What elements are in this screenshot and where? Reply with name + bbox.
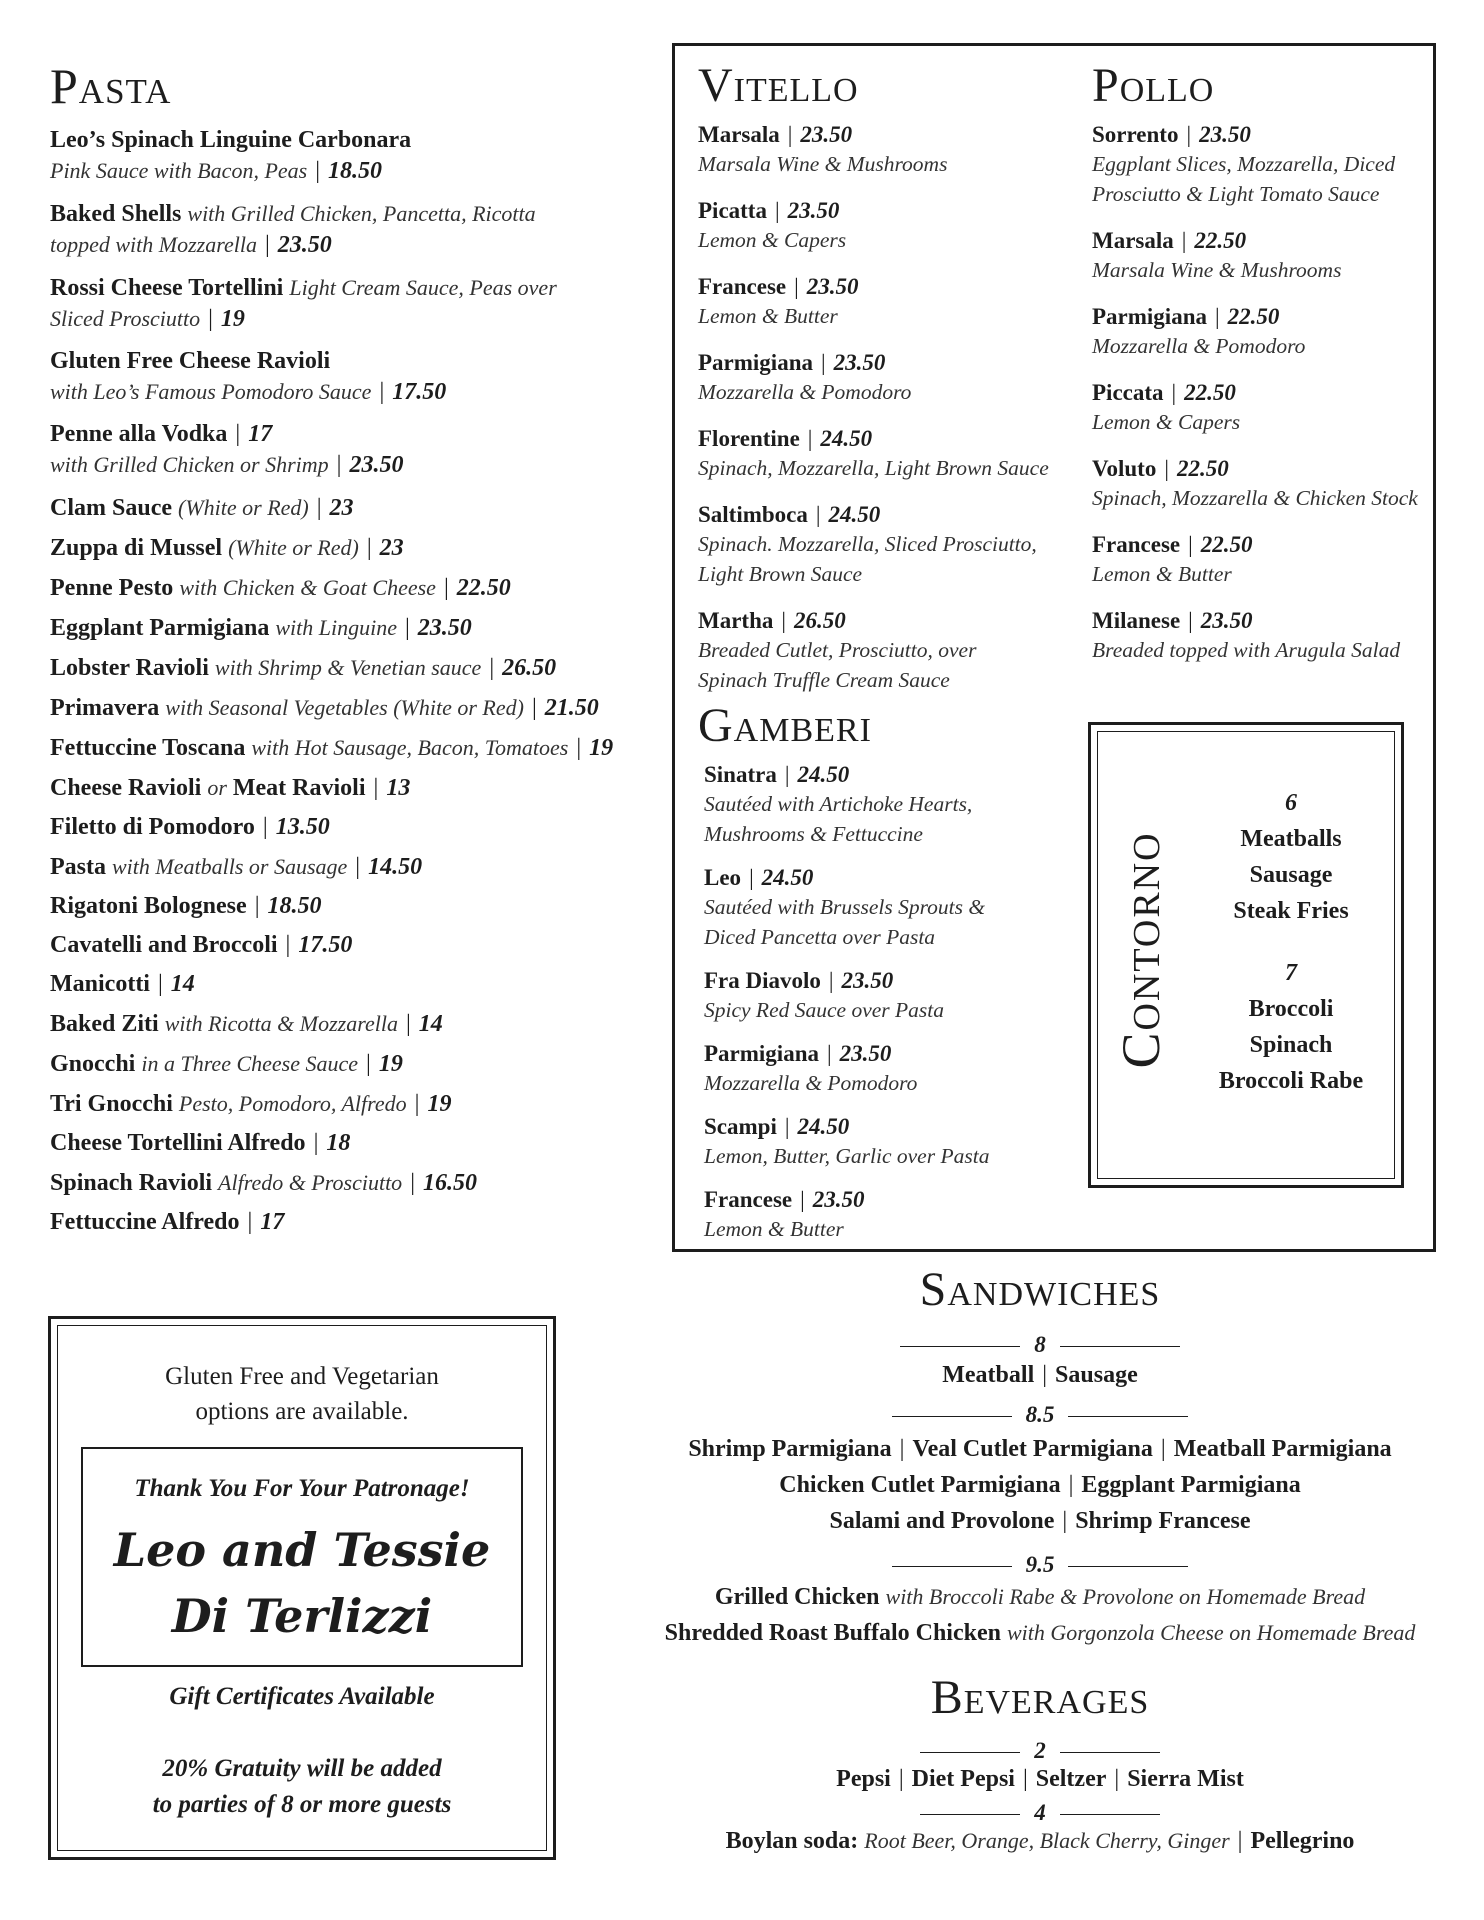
item-price: 23 xyxy=(379,535,404,561)
tier-price: 8 xyxy=(1034,1332,1046,1357)
item-desc: with Grilled Chicken or Shrimp xyxy=(50,451,329,477)
side-item: Steak Fries xyxy=(1233,898,1349,924)
item-name: Lobster Ravioli xyxy=(50,655,209,681)
sandwich-row: Chicken Cutlet Parmigiana | Eggplant Parmigiana xyxy=(779,1472,1301,1498)
menu-item: Saltimboca | 24.50 Spinach. Mozzarella, Sliced Prosciutto, Light Brown Sauce xyxy=(698,502,1037,586)
item-price: 24.50 xyxy=(820,426,873,451)
beverages-title: Beverages xyxy=(930,1671,1150,1724)
sandwich-item: Shredded Roast Buffalo Chicken xyxy=(664,1620,1001,1646)
item-desc: Pesto, Pomodoro, Alfredo xyxy=(178,1091,407,1116)
item-price: 14 xyxy=(418,1011,443,1037)
menu-item: Francese | 23.50 Lemon & Butter xyxy=(704,1187,865,1241)
item-price: 14 xyxy=(170,971,195,997)
item-price: 24.50 xyxy=(828,502,881,527)
item-price: 13 xyxy=(386,775,411,801)
note-line: Gluten Free and Vegetarian xyxy=(165,1363,439,1390)
tier-price: 2 xyxy=(1034,1738,1046,1763)
item-price: 23.50 xyxy=(1200,608,1253,633)
item-name: Primavera xyxy=(50,695,160,721)
sandwich-item: Eggplant Parmigiana xyxy=(1081,1472,1301,1498)
menu-item: Penne alla Vodka | 17 with Grilled Chicken or Shrimp | 23.50 xyxy=(50,421,404,478)
sandwich-row: Shrimp Parmigiana | Veal Cutlet Parmigiana | Meatball Parmigiana xyxy=(688,1436,1392,1462)
item-name: Parmigiana xyxy=(1092,304,1207,329)
thanks-text: Thank You For Your Patronage! xyxy=(134,1475,470,1502)
menu-item: Martha | 26.50 Breaded Cutlet, Prosciutto, over Spinach Truffle Cream Sauce xyxy=(698,608,977,692)
divider-rule xyxy=(1060,1346,1180,1347)
menu-item: Filetto di Pomodoro | 13.50 xyxy=(50,814,330,840)
sandwich-row: Meatball | Sausage xyxy=(942,1362,1138,1388)
menu-item: Milanese | 23.50 Breaded topped with Arugula Salad xyxy=(1092,608,1401,662)
item-desc: Lemon & Butter xyxy=(704,1217,844,1241)
item-name: Cavatelli and Broccoli xyxy=(50,932,278,958)
item-price: 18 xyxy=(326,1130,351,1156)
item-price: 23.50 xyxy=(812,1187,865,1212)
contorno-box xyxy=(1088,722,1404,1188)
side-item: Broccoli xyxy=(1248,996,1334,1022)
sandwich-item: Meatball xyxy=(942,1362,1035,1388)
item-price: 17.50 xyxy=(392,378,447,405)
menu-item: Scampi | 24.50 Lemon, Butter, Garlic over Pasta xyxy=(704,1114,990,1168)
sandwich-item: Chicken Cutlet Parmigiana xyxy=(779,1472,1061,1498)
item-name: Saltimboca xyxy=(698,502,808,527)
sandwich-item: Shrimp Francese xyxy=(1075,1508,1251,1534)
item-desc: with Linguine xyxy=(275,615,397,640)
item-name: Spinach Ravioli xyxy=(50,1170,213,1196)
divider-rule xyxy=(1068,1566,1188,1567)
tier-price: 4 xyxy=(1034,1800,1046,1825)
side-item: Sausage xyxy=(1249,862,1333,888)
sandwich-item: Veal Cutlet Parmigiana xyxy=(912,1436,1153,1462)
item-desc: with Seasonal Vegetables (White or Red) xyxy=(165,695,524,720)
side-item: Broccoli Rabe xyxy=(1218,1068,1364,1094)
menu-item: Zuppa di Mussel (White or Red) | 23 xyxy=(50,535,404,561)
menu-item: Sinatra | 24.50 Sautéed with Artichoke Hearts, Mushrooms & Fettuccine xyxy=(704,762,973,846)
gift-certificates-note: Gift Certificates Available xyxy=(169,1683,435,1710)
beverage-label: Boylan soda: xyxy=(725,1828,859,1854)
sandwich-row xyxy=(600,1618,1480,1648)
item-price: 23.50 xyxy=(839,1041,892,1066)
menu-item: Lobster Ravioli with Shrimp & Venetian sauce | 26.50 xyxy=(50,655,557,681)
item-name: Fra Diavolo xyxy=(704,968,821,993)
beverage-item: Sierra Mist xyxy=(1127,1766,1244,1792)
item-price: 22.50 xyxy=(1200,532,1253,557)
group-price: 6 xyxy=(1285,790,1297,816)
pollo-title: Pollo xyxy=(1092,59,1215,112)
menu-item: Fra Diavolo | 23.50 Spicy Red Sauce over Pasta xyxy=(704,968,944,1022)
item-name: Zuppa di Mussel xyxy=(50,535,223,561)
menu-item: Marsala | 23.50 Marsala Wine & Mushrooms xyxy=(698,122,948,176)
sandwiches-section xyxy=(600,1262,1480,1662)
sandwich-desc: with Broccoli Rabe & Provolone on Homemade Bread xyxy=(885,1584,1366,1609)
item-name: Florentine xyxy=(698,426,800,451)
price-divider xyxy=(600,1552,1480,1578)
item-name: Voluto xyxy=(1092,456,1157,481)
item-price: 21.50 xyxy=(544,695,599,721)
item-name: Gluten Free Cheese Ravioli xyxy=(50,348,331,374)
beverage-row: Pepsi | Diet Pepsi | Seltzer | Sierra Mist xyxy=(836,1766,1244,1792)
item-name: Baked Shells xyxy=(50,201,182,227)
item-desc: in a Three Cheese Sauce xyxy=(141,1051,359,1076)
item-price: 24.50 xyxy=(797,762,850,787)
item-name: Fettuccine Alfredo xyxy=(50,1209,240,1235)
menu-item: Cheese Ravioli or Meat Ravioli | 13 xyxy=(50,775,411,801)
owner-signature xyxy=(83,1517,521,1649)
item-desc: Breaded Cutlet, Prosciutto, over Spinach Truffle Cream Sauce xyxy=(698,638,977,692)
item-desc: Mozzarella & Pomodoro xyxy=(1092,334,1306,358)
menu-item: Gluten Free Cheese Ravioli with Leo’s Famous Pomodoro Sauce | 17.50 xyxy=(50,348,447,405)
beverage-item: Seltzer xyxy=(1035,1766,1107,1792)
item-price: 17.50 xyxy=(298,932,353,958)
item-price: 26.50 xyxy=(793,608,846,633)
item-price-2: 23.50 xyxy=(349,451,404,478)
sandwich-desc: with Gorgonzola Cheese on Homemade Bread xyxy=(1006,1620,1416,1645)
menu-item: Marsala | 22.50 Marsala Wine & Mushrooms xyxy=(1092,228,1342,282)
item-desc: Lemon & Butter xyxy=(698,304,838,328)
menu-item: Leo | 24.50 Sautéed with Brussels Sprouts & Diced Pancetta over Pasta xyxy=(704,865,986,949)
menu-item: Manicotti | 14 xyxy=(50,971,195,997)
pasta-section xyxy=(50,56,650,1247)
item-desc: with Grilled Chicken, Pancetta, Ricotta topped with Mozzarella xyxy=(50,201,536,257)
item-desc: with Leo’s Famous Pomodoro Sauce xyxy=(50,378,372,404)
item-price: 23 xyxy=(329,495,354,521)
item-price: 18.50 xyxy=(328,157,383,184)
item-desc: with Shrimp & Venetian sauce xyxy=(214,655,482,680)
gamberi-title: Gamberi xyxy=(698,699,872,752)
item-desc: Light Cream Sauce, Peas over Sliced Prosciutto xyxy=(50,275,557,331)
item-name: Penne Pesto xyxy=(50,575,174,601)
item-price: 17 xyxy=(260,1209,285,1235)
item-desc: Mozzarella & Pomodoro xyxy=(704,1071,918,1095)
item-price: 24.50 xyxy=(797,1114,850,1139)
item-name: Fettuccine Toscana xyxy=(50,735,246,761)
item-name: Eggplant Parmigiana xyxy=(50,615,270,641)
contorno-group xyxy=(1201,955,1381,1099)
item-price: 22.50 xyxy=(456,575,511,601)
divider-rule xyxy=(1068,1416,1188,1417)
beverage-desc: Root Beer, Orange, Black Cherry, Ginger xyxy=(864,1828,1230,1853)
item-desc: with Chicken & Goat Cheese xyxy=(179,575,436,600)
beverage-item: Pellegrino xyxy=(1250,1828,1355,1854)
item-name: Marsala xyxy=(1092,228,1174,253)
item-desc: Marsala Wine & Mushrooms xyxy=(1092,258,1342,282)
beverage-item: Pepsi xyxy=(836,1766,891,1792)
sandwiches-title: Sandwiches xyxy=(919,1263,1161,1316)
menu-item: Voluto | 22.50 Spinach, Mozzarella & Chicken Stock xyxy=(1092,456,1418,510)
item-price: 22.50 xyxy=(1227,304,1280,329)
menu-item: Fettuccine Toscana with Hot Sausage, Bacon, Tomatoes | 19 xyxy=(50,735,614,761)
item-desc: Spinach. Mozzarella, Sliced Prosciutto, Light Brown Sauce xyxy=(698,532,1037,586)
item-price: 17 xyxy=(248,421,273,447)
divider-rule xyxy=(892,1566,1012,1567)
menu-item: Parmigiana | 23.50 Mozzarella & Pomodoro xyxy=(704,1041,918,1095)
beverage-item: Diet Pepsi xyxy=(911,1766,1015,1792)
item-price: 23.50 xyxy=(1199,122,1251,147)
menu-item: Clam Sauce (White or Red) | 23 xyxy=(50,495,354,521)
sandwich-item: Sausage xyxy=(1055,1362,1138,1388)
item-price: 26.50 xyxy=(502,655,557,681)
menu-item: Baked Shells with Grilled Chicken, Pancetta, Ricotta topped with Mozzarella | 23.50 xyxy=(50,201,536,258)
item-name: Rigatoni Bolognese xyxy=(50,893,247,919)
menu-item: Tri Gnocchi Pesto, Pomodoro, Alfredo | 19 xyxy=(50,1091,452,1117)
item-name: Piccata xyxy=(1092,380,1164,405)
beverages-section xyxy=(600,1670,1480,1870)
pollo-section xyxy=(1092,58,1432,682)
item-price: 23.50 xyxy=(806,274,859,299)
item-or: or xyxy=(207,775,227,800)
item-name: Picatta xyxy=(698,198,767,223)
note-line: options are available. xyxy=(195,1398,409,1425)
item-desc: Spinach, Mozzarella, Light Brown Sauce xyxy=(698,456,1049,480)
divider-rule xyxy=(920,1752,1020,1753)
item-name: Milanese xyxy=(1092,608,1181,633)
menu-item: Parmigiana | 22.50 Mozzarella & Pomodoro xyxy=(1092,304,1306,358)
beverage-row: Boylan soda: Root Beer, Orange, Black Cherry, Ginger | Pellegrino xyxy=(725,1828,1355,1854)
notes-box xyxy=(48,1316,556,1860)
item-desc: Marsala Wine & Mushrooms xyxy=(698,152,948,176)
item-name: Penne alla Vodka xyxy=(50,421,228,447)
group-price: 7 xyxy=(1285,960,1297,986)
item-name: Scampi xyxy=(704,1114,777,1139)
menu-item: Francese | 22.50 Lemon & Butter xyxy=(1092,532,1253,586)
item-name: Pasta xyxy=(50,854,106,880)
item-name: Francese xyxy=(704,1187,793,1212)
item-price: 18.50 xyxy=(267,893,322,919)
divider-rule xyxy=(900,1346,1020,1347)
item-name: Rossi Cheese Tortellini xyxy=(50,275,284,301)
menu-item: Pasta with Meatballs or Sausage | 14.50 xyxy=(50,854,423,880)
menu-item: Gnocchi in a Three Cheese Sauce | 19 xyxy=(50,1051,403,1077)
dietary-options-note xyxy=(51,1359,553,1429)
menu-item: Parmigiana | 23.50 Mozzarella & Pomodoro xyxy=(698,350,912,404)
item-desc: Eggplant Slices, Mozzarella, Diced Prosciutto & Light Tomato Sauce xyxy=(1092,152,1396,206)
signature-line: Di Terlizzi xyxy=(171,1589,433,1643)
price-divider xyxy=(600,1402,1480,1428)
item-desc: (White or Red) xyxy=(178,495,309,520)
item-name: Leo xyxy=(704,865,742,890)
item-price: 19 xyxy=(220,305,245,332)
sandwich-item: Meatball Parmigiana xyxy=(1173,1436,1392,1462)
item-desc: Alfredo & Prosciutto xyxy=(218,1170,403,1195)
sandwich-item: Grilled Chicken xyxy=(714,1584,880,1610)
item-desc: Breaded topped with Arugula Salad xyxy=(1092,638,1401,662)
item-desc: Lemon, Butter, Garlic over Pasta xyxy=(704,1144,990,1168)
item-price: 23.50 xyxy=(417,615,472,641)
gratuity-note xyxy=(51,1751,553,1823)
item-price: 13.50 xyxy=(275,814,330,840)
item-desc: Lemon & Capers xyxy=(698,228,847,252)
divider-rule xyxy=(920,1814,1020,1815)
item-name: Sorrento xyxy=(1092,122,1179,147)
contorno-title-text: Contorno xyxy=(1111,831,1171,1069)
thanks-box xyxy=(81,1447,523,1667)
price-divider xyxy=(600,1332,1480,1358)
item-name: Leo’s Spinach Linguine Carbonara xyxy=(50,127,412,153)
item-price: 22.50 xyxy=(1176,456,1229,481)
menu-item: Primavera with Seasonal Vegetables (White or Red) | 21.50 xyxy=(50,695,599,721)
vitello-title: Vitello xyxy=(698,59,859,112)
contorno-group xyxy=(1201,785,1381,929)
item-desc: Sautéed with Brussels Sprouts & Diced Pancetta over Pasta xyxy=(704,895,986,949)
menu-item: Sorrento | 23.50 Eggplant Slices, Mozzarella, Diced Prosciutto & Light Tomato Sauce xyxy=(1092,122,1396,206)
item-price: 19 xyxy=(378,1051,403,1077)
item-desc: with Meatballs or Sausage xyxy=(112,854,348,879)
item-price: 23.50 xyxy=(787,198,840,223)
item-desc: Lemon & Butter xyxy=(1092,562,1232,586)
divider-rule xyxy=(1060,1814,1160,1815)
sandwich-item: Shrimp Parmigiana xyxy=(688,1436,892,1462)
tier-price: 8.5 xyxy=(1025,1402,1055,1427)
menu-item: Spinach Ravioli Alfredo & Prosciutto | 16.50 xyxy=(50,1170,477,1196)
item-name: Cheese Tortellini Alfredo xyxy=(50,1130,306,1156)
item-desc: with Hot Sausage, Bacon, Tomatoes xyxy=(251,735,569,760)
tier-price: 9.5 xyxy=(1025,1552,1055,1577)
sandwich-row: Salami and Provolone | Shrimp Francese xyxy=(829,1508,1251,1534)
item-desc: Mozzarella & Pomodoro xyxy=(698,380,912,404)
menu-item: Cavatelli and Broccoli | 17.50 xyxy=(50,932,353,958)
note-line: 20% Gratuity will be added xyxy=(162,1755,442,1782)
item-price: 14.50 xyxy=(368,854,423,880)
menu-item: Eggplant Parmigiana with Linguine | 23.50 xyxy=(50,615,472,641)
item-name: Marsala xyxy=(698,122,780,147)
item-desc: Sautéed with Artichoke Hearts, Mushrooms & Fettuccine xyxy=(704,792,973,846)
item-desc: (White or Red) xyxy=(228,535,359,560)
menu-item: Rossi Cheese Tortellini Light Cream Sauce, Peas over Sliced Prosciutto | 19 xyxy=(50,275,557,332)
menu-item: Rigatoni Bolognese | 18.50 xyxy=(50,893,322,919)
item-price: 23.50 xyxy=(277,231,332,258)
item-price: 23.50 xyxy=(800,122,853,147)
menu-item: Penne Pesto with Chicken & Goat Cheese | 22.50 xyxy=(50,575,511,601)
item-name: Martha xyxy=(698,608,774,633)
item-name: Manicotti xyxy=(50,971,150,997)
item-name: Baked Ziti xyxy=(50,1011,159,1037)
item-name: Filetto di Pomodoro xyxy=(50,814,255,840)
menu-item: Fettuccine Alfredo | 17 xyxy=(50,1209,285,1235)
item-name: Tri Gnocchi xyxy=(50,1091,173,1117)
menu-item: Cheese Tortellini Alfredo | 18 xyxy=(50,1130,351,1156)
item-desc: Lemon & Capers xyxy=(1092,410,1241,434)
sandwich-item: Salami and Provolone xyxy=(829,1508,1055,1534)
item-desc: Spinach, Mozzarella & Chicken Stock xyxy=(1092,486,1418,510)
menu-item: Leo’s Spinach Linguine Carbonara Pink Sauce with Bacon, Peas | 18.50 xyxy=(50,127,412,184)
sandwich-row xyxy=(600,1582,1480,1612)
divider-rule xyxy=(1060,1752,1160,1753)
item-price: 16.50 xyxy=(423,1170,477,1196)
item-name: Francese xyxy=(1092,532,1181,557)
item-name: Sinatra xyxy=(704,762,777,787)
item-name: Gnocchi xyxy=(50,1051,136,1077)
item-name-2: Meat Ravioli xyxy=(232,775,366,801)
side-item: Spinach xyxy=(1249,1032,1333,1058)
price-divider xyxy=(600,1738,1480,1764)
item-price: 23.50 xyxy=(833,350,886,375)
menu-item: Francese | 23.50 Lemon & Butter xyxy=(698,274,859,328)
item-desc: Spicy Red Sauce over Pasta xyxy=(704,998,944,1022)
item-name: Francese xyxy=(698,274,787,299)
contorno-title xyxy=(1111,800,1171,1100)
item-price: 23.50 xyxy=(841,968,894,993)
item-name: Cheese Ravioli xyxy=(50,775,202,801)
item-name: Parmigiana xyxy=(704,1041,819,1066)
gamberi-section xyxy=(698,698,1078,1258)
item-name: Clam Sauce xyxy=(50,495,172,521)
item-desc: Pink Sauce with Bacon, Peas xyxy=(50,157,308,183)
item-name: Parmigiana xyxy=(698,350,813,375)
menu-item: Baked Ziti with Ricotta & Mozzarella | 14 xyxy=(50,1011,443,1037)
divider-rule xyxy=(892,1416,1012,1417)
price-divider xyxy=(600,1800,1480,1826)
item-price: 19 xyxy=(589,735,614,761)
pasta-title: Pasta xyxy=(50,58,172,114)
note-line: to parties of 8 or more guests xyxy=(152,1791,452,1818)
menu-item: Picatta | 23.50 Lemon & Capers xyxy=(698,198,847,252)
item-price: 22.50 xyxy=(1194,228,1247,253)
item-price: 19 xyxy=(427,1091,452,1117)
side-item: Meatballs xyxy=(1240,826,1342,852)
menu-item: Florentine | 24.50 Spinach, Mozzarella, Light Brown Sauce xyxy=(698,426,1049,480)
item-price: 22.50 xyxy=(1184,380,1236,405)
signature-line: Leo and Tessie xyxy=(113,1523,491,1577)
menu-item: Piccata | 22.50 Lemon & Capers xyxy=(1092,380,1241,434)
item-price: 24.50 xyxy=(761,865,814,890)
vitello-section xyxy=(698,58,1078,712)
item-desc: with Ricotta & Mozzarella xyxy=(164,1011,398,1036)
